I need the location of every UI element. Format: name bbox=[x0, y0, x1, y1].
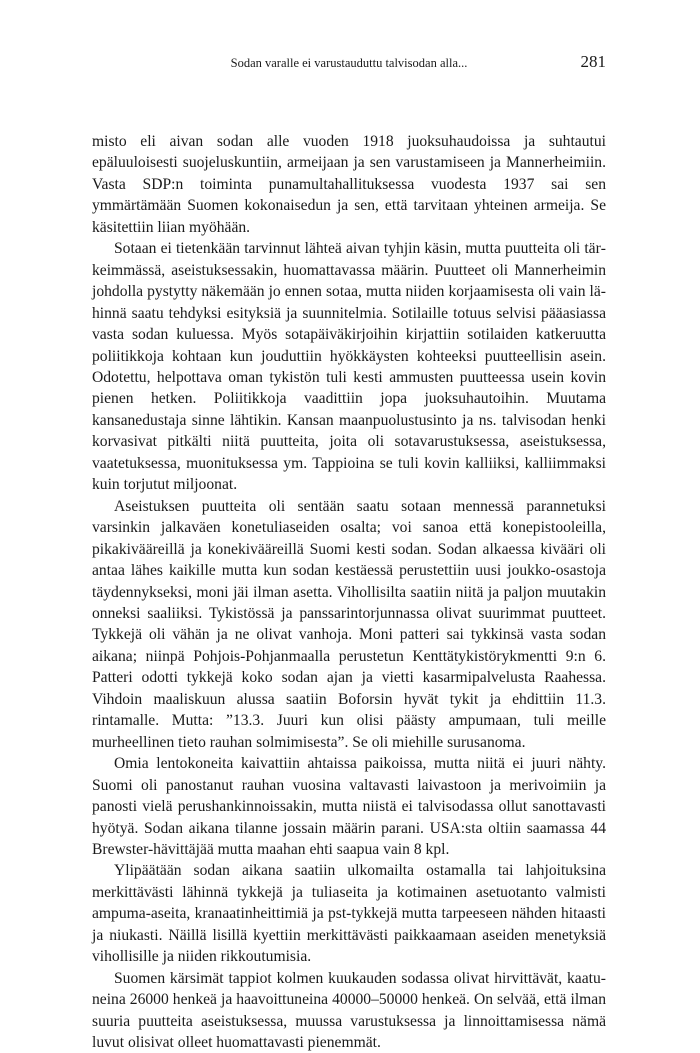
paragraph-armament: Aseistuksen puutteita oli sentään saatu sotaan mennessä parannetuksi varsinkin jalkaväen konetuliaseiden osalta; voi sanoa että konepistooleilla, pikakivääreillä ja konekivääreillä Suomi kesti sodan. Sodan alkaessa kivääri oli antaa lähes kaikille mutta kun sodan kestäessä perustettiin uusi joukko-osastoja täydennykseksi, moni jäi ilman asetta. Vihollisilta saatiin niitä ja paljon muutakin onneksi saaliiksi. Tykistössä ja panssarintorjunnassa olivat suurimmat puutteet. Tykkejä oli vähän ja ne olivat vanhoja. Moni patteri sai tykkinsä vasta sodan aikana; niinpä Pohjois-Pohjanmaalla perustetun Kenttätykistörykmentti 9:n 6. Patteri odotti tykkejä koko sodan ajan ja vietti kasarmipalvelusta Raahessa. Vihdoin maaliskuun alussa saatiin Boforsin hyvät tykit ja ehdittiin 11.3. rintamalle. Mutta: ”13.3. Juuri kun olisi päästy ampumaan, tuli meille murheellinen tieto rauhan solmimisesta”. Se oli miehille surusanoma. bbox=[92, 497, 606, 751]
running-title: Sodan varalle ei varustauduttu talvisodan alla... bbox=[230, 56, 468, 70]
paragraph-continuation: misto eli aivan sodan alle vuoden 1918 juoksuhaudoissa ja suhtautui epäluuloisesti suojeluskuntiin, armeijaan ja sen varustamiseen ja Mannerheimiin. Vasta SDP:n toiminta punamultahallituksessa vuodesta 1937 sai sen ymmärtämään Suomen kokonaisedun ja sen, että tarvitaan yhteinen armeija. Se käsitettiin liian myöhään. bbox=[92, 133, 606, 236]
page-number: 281 bbox=[580, 52, 606, 71]
running-header bbox=[92, 52, 606, 74]
paragraph-losses: Suomen kärsimät tappiot kolmen kuukauden sodassa olivat hirvittävät, kaatuneina 26000 henkeä ja haavoittuneina 40000–50000 henkeä. On selvää, että ilman suuria puutteita aseistuksessa, muussa varustuksessa ja linnoittamisessa nämä luvut olisivat olleet huomattavasti pienemmät. bbox=[92, 969, 606, 1052]
paragraph-supply-shortages: Sotaan ei tietenkään tarvinnut lähteä aivan tyhjin käsin, mutta puutteita oli tärkeimmässä, aseistuksessakin, huomattavassa määrin. Puutteet oli Mannerheimin johdolla pystytty näkemään jo ennen sotaa, mutta niiden korjaamisesta oli vain lähinnä saatu tehdyksi esityksiä ja suunnitelmia. Sotilaille totuus selvisi pääasiassa vasta sodan kuluessa. Myös sotapäiväkirjoihin kirjattiin sotilaiden katkeruutta poliitikkoja kohtaan kun jouduttiin hyökkäysten kohteeksi puutteellisin asein. Odotettu, helpottava oman tykistön tuli kesti ammusten puutteessa usein kovin pienen hetken. Poliitikkoja vaadittiin jopa juoksuhautoihin. Muutama kansanedustaja sinne lähtikin. Kansan maanpuolustusinto ja ns. talvisodan henki korvasivat pitkälti niitä puutteita, joita oli sotavarustuksessa, aseistuksessa, vaatetuksessa, muonituksessa ym. Tappioina se tuli kovin kalliiksi, kalliimmaksi kuin torjutut miljoonat. bbox=[92, 240, 606, 494]
paragraph-foreign-purchases: Ylipäätään sodan aikana saatiin ulkomailta ostamalla tai lahjoituksina merkittävästi lähinnä tykkejä ja tuliaseita ja kotimainen asetuotanto valmisti ampuma-aseita, kranaatinheittimiä ja pst-tykkejä mutta tarpeeseen nähden hitaasti ja niukasti. Näillä lisillä kyettiin merkittävästi paikkaamaan aseiden menetyksiä vihollisille ja niiden rikkoutumisia. bbox=[92, 862, 606, 966]
body-text bbox=[92, 131, 606, 1053]
paragraph-aircraft: Omia lentokoneita kaivattiin ahtaissa paikoissa, mutta niitä ei juuri nähty. Suomi oli panostanut rauhan vuosina valtavasti laivastoon ja merivoimiin ja panosti vielä perushankinnoissakin, mutta niistä ei talvisodassa ollut sanottavasti hyötyä. Sodan aikana tilanne jossain määrin parani. USA:sta oltiin saamassa 44 Brewster-hävittäjää mutta maahan ehti saapua vain 8 kpl. bbox=[92, 755, 606, 858]
